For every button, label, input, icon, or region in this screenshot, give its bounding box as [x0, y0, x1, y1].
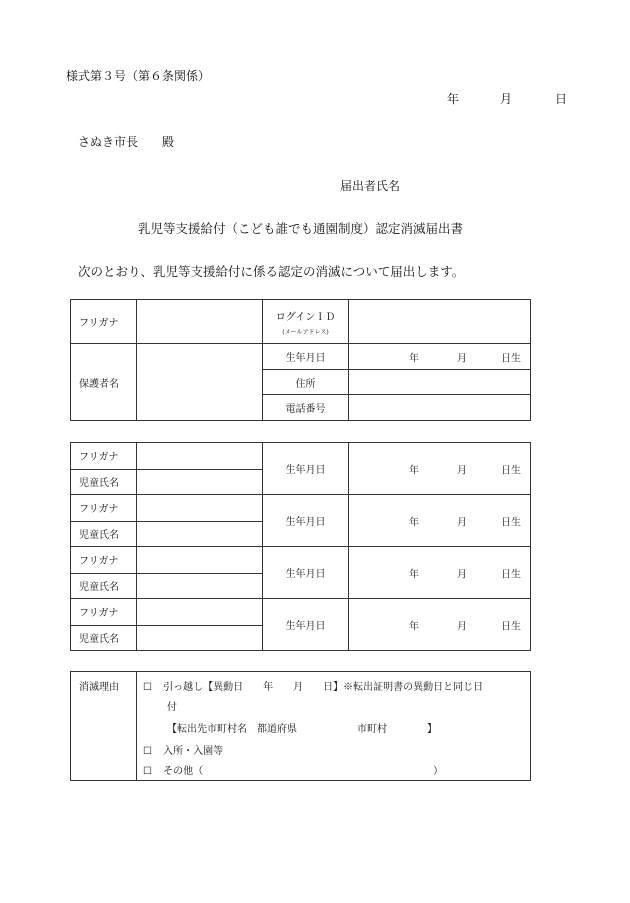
- child-3-name-field[interactable]: [137, 573, 263, 599]
- move-text: 引っ越し【異動日 年 月 日】※転出証明書の異動日と同じ日: [163, 682, 484, 693]
- lead-text: 次のとおり、乳児等支援給付に係る認定の消滅について届出します。: [78, 264, 465, 279]
- applicant-name-label: 届出者氏名: [340, 179, 401, 193]
- child-2-birth-month: 月: [457, 517, 467, 528]
- child-3-birth-year: 年: [409, 569, 419, 580]
- child-1-furigana-field[interactable]: [137, 443, 263, 470]
- move-checkbox[interactable]: ☐: [143, 682, 152, 693]
- login-id-label: [263, 300, 349, 344]
- other-text: その他（ ）: [163, 766, 444, 777]
- child-4-name-label: 児童氏名: [71, 625, 137, 651]
- child-3-name-label: 児童氏名: [71, 573, 137, 599]
- guardian-furigana-field[interactable]: [137, 300, 263, 344]
- login-id-note: (メールアドレス): [282, 328, 329, 336]
- move-text-continued: 付: [167, 702, 177, 713]
- child-2-name-field[interactable]: [137, 521, 263, 547]
- child-4-furigana-field[interactable]: [137, 599, 263, 626]
- enrollment-text: 入所・入園等: [163, 746, 224, 757]
- child-1-birth-label: 生年月日: [263, 443, 349, 495]
- child-4-name-field[interactable]: [137, 625, 263, 651]
- guardian-birth-month: 月: [457, 353, 467, 364]
- guardian-birth-day: 日生: [501, 353, 521, 364]
- child-2-birth-day: 日生: [501, 517, 521, 528]
- child-3-birth-label: 生年月日: [263, 547, 349, 599]
- enrollment-checkbox[interactable]: ☐: [143, 746, 152, 757]
- child-1-birth-year: 年: [409, 465, 419, 476]
- date-year-label: 年: [447, 92, 460, 106]
- address-label: 住所: [263, 370, 349, 395]
- form-number: 様式第３号（第６条関係）: [66, 69, 211, 83]
- reason-option-enrollment[interactable]: [143, 742, 223, 757]
- child-3-furigana-label: フリガナ: [71, 547, 137, 574]
- child-4-birth-day: 日生: [501, 621, 521, 632]
- child-2-furigana-label: フリガナ: [71, 495, 137, 522]
- addressee: さぬき市長 殿: [78, 135, 175, 149]
- child-1-birth-day: 日生: [501, 465, 521, 476]
- child-4-birth-month: 月: [457, 621, 467, 632]
- child-4-birth-field[interactable]: [349, 599, 531, 651]
- child-1-name-field[interactable]: [137, 469, 263, 495]
- reason-option-other[interactable]: [143, 762, 443, 777]
- reason-label: 消滅理由: [71, 672, 137, 781]
- child-2-birth-label: 生年月日: [263, 495, 349, 547]
- guardian-name-label: 保護者名: [71, 344, 137, 421]
- child-2-furigana-field[interactable]: [137, 495, 263, 522]
- child-3-birth-month: 月: [457, 569, 467, 580]
- guardian-birth-field[interactable]: [349, 344, 531, 370]
- document-title: 乳児等支援給付（こども誰でも通園制度）認定消滅届出書: [138, 221, 464, 236]
- guardian-birth-label: 生年月日: [263, 344, 349, 370]
- child-1-birth-field[interactable]: [349, 443, 531, 495]
- child-2-birth-field[interactable]: [349, 495, 531, 547]
- phone-field[interactable]: [349, 395, 531, 421]
- reason-option-move[interactable]: [143, 678, 483, 693]
- child-1-birth-month: 月: [457, 465, 467, 476]
- child-4-furigana-label: フリガナ: [71, 599, 137, 626]
- child-1-furigana-label: フリガナ: [71, 443, 137, 470]
- children-table: [70, 442, 531, 651]
- child-3-birth-field[interactable]: [349, 547, 531, 599]
- login-id-text: ログインＩＤ: [275, 311, 336, 323]
- guardian-name-field[interactable]: [137, 344, 263, 421]
- move-destination-line: 【転出先市町村名 都道府県 市町村 】: [167, 724, 437, 735]
- guardian-table: [70, 299, 531, 421]
- phone-label: 電話番号: [263, 395, 349, 421]
- guardian-furigana-label: フリガナ: [71, 300, 137, 344]
- child-3-furigana-field[interactable]: [137, 547, 263, 574]
- child-2-name-label: 児童氏名: [71, 521, 137, 547]
- child-2-birth-year: 年: [409, 517, 419, 528]
- child-4-birth-year: 年: [409, 621, 419, 632]
- child-4-birth-label: 生年月日: [263, 599, 349, 651]
- date-day-label: 日: [555, 92, 568, 106]
- date-month-label: 月: [500, 92, 513, 106]
- child-3-birth-day: 日生: [501, 569, 521, 580]
- other-checkbox[interactable]: ☐: [143, 766, 152, 777]
- reason-table: [70, 671, 531, 781]
- login-id-field[interactable]: [349, 300, 531, 344]
- address-field[interactable]: [349, 370, 531, 395]
- child-1-name-label: 児童氏名: [71, 469, 137, 495]
- guardian-birth-year: 年: [409, 353, 419, 364]
- reason-options: [137, 672, 531, 781]
